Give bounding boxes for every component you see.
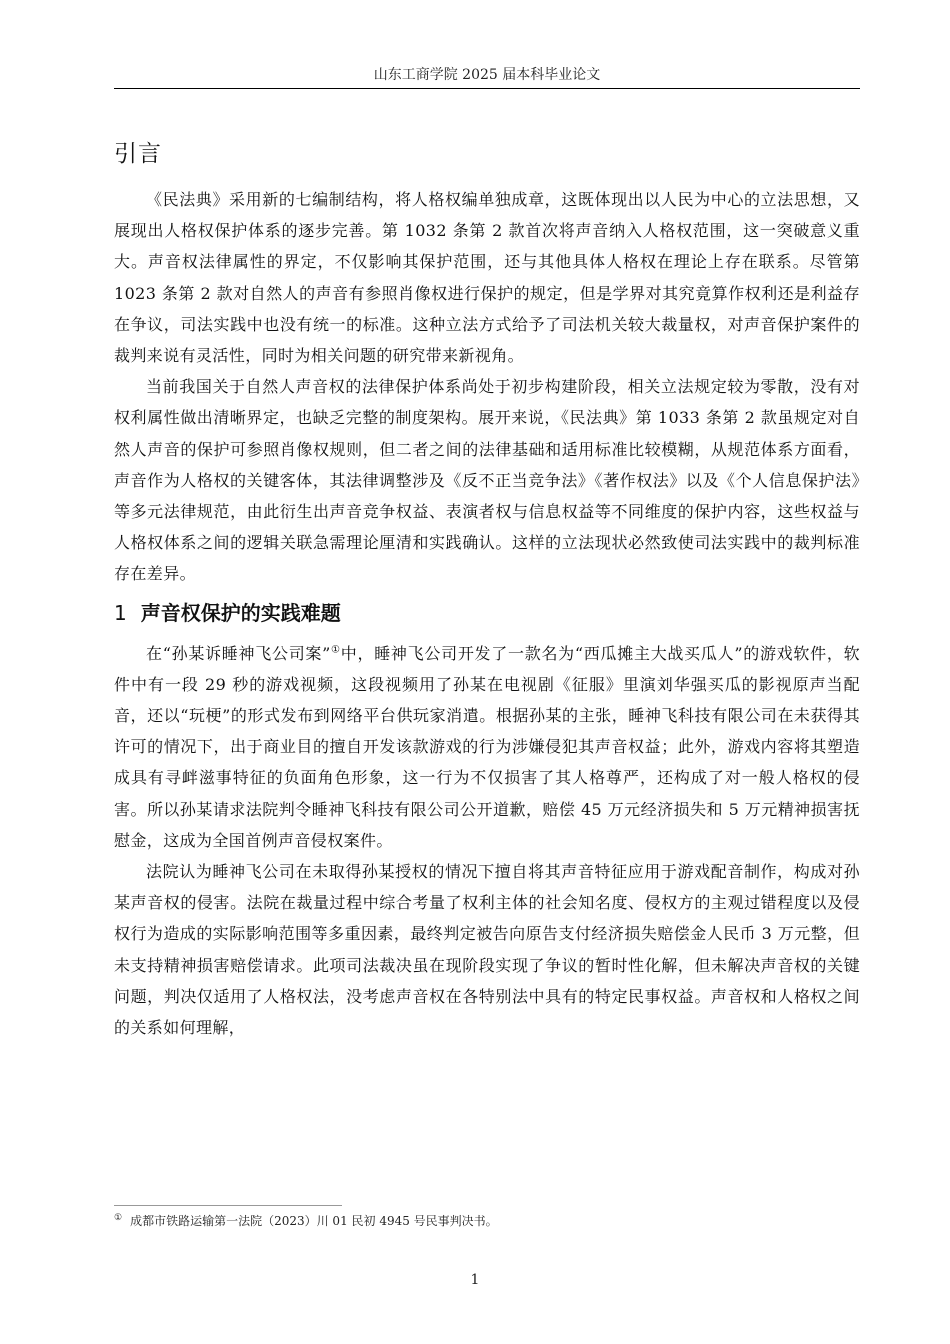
footnote-rule	[114, 1205, 342, 1206]
footnote-mark: ①	[114, 1213, 123, 1223]
page-number: 1	[470, 1272, 480, 1288]
footnote-text: 成都市铁路运输第一法院（2023）川 01 民初 4945 号民事判决书。	[130, 1214, 498, 1228]
section-1-number: 1	[114, 600, 127, 625]
header-rule	[114, 88, 860, 89]
case-description-text: 中，睡神飞公司开发了一款名为“西瓜摊主大战买瓜人”的游戏软件，软件中有一段 29 秒的游戏视频，这段视频用了孙某在电视剧《征服》里演刘华强买瓜的影视原声当配音，还以“玩梗”的形式发布到网络平台供玩家消遣。根据孙某的主张，睡神飞科技有限公司在未获得其许可的情况下，出于商业目的擅自开发该款游戏的行为涉嫌侵犯其声音权益；此外，游戏内容将其塑造成具有寻衅滋事特征的负面角色形象，这一行为不仅损害了其人格尊严，还构成了对一般人格权的侵害。所以孙某请求法院判令睡神飞科技有限公司公开道歉，赔偿 45 万元经济损失和 5 万元精神损害抚慰金，这成为全国首例声音侵权案件。	[114, 643, 860, 850]
running-header: 山东工商学院 2025 届本科毕业论文	[373, 67, 601, 83]
section-1-paragraph-2: 法院认为睡神飞公司在未取得孙某授权的情况下擅自将其声音特征应用于游戏配音制作，构成对孙某声音权的侵害。法院在裁量过程中综合考量了权利主体的社会知名度、侵权方的主观过错程度以及侵权行为造成的实际影响范围等多重因素，最终判定被告向原告支付经济损失赔偿金人民币 3 万元整，但未支持精神损害赔偿请求。此项司法裁决虽在现阶段实现了争议的暂时性化解，但未解决声音权的关键问题，判决仅适用了人格权法，没考虑声音权在各特别法中具有的特定民事权益。声音权和人格权之间的关系如何理解，	[114, 862, 860, 1038]
main-content	[114, 138, 860, 1043]
section-1-paragraph-1	[114, 638, 860, 856]
intro-paragraph-1: 《民法典》采用新的七编制结构，将人格权编单独成章，这既体现出以人民为中心的立法思想，又展现出人格权保护体系的逐步完善。第 1032 条第 2 款首次将声音纳入人格权范围，这一突破意义重大。声音权法律属性的界定，不仅影响其保护范围，还与其他具体人格权在理论上存在联系。尽管第 1023 条第 2 款对自然人的声音有参照肖像权进行保护的规定，但是学界对其究竟算作权利还是利益存在争议，司法实践中也没有统一的标准。这种立法方式给予了司法机关较大裁量权，对声音保护案件的裁判来说有灵活性，同时为相关问题的研究带来新视角。	[114, 190, 860, 366]
footnote	[114, 1212, 860, 1229]
section-1-heading	[114, 598, 860, 628]
intro-title: 引言	[114, 141, 162, 167]
section-1-title: 声音权保护的实践难题	[140, 600, 341, 625]
intro-paragraph-2: 当前我国关于自然人声音权的法律保护体系尚处于初步构建阶段，相关立法规定较为零散，没有对权利属性做出清晰界定，也缺乏完整的制度架构。展开来说，《民法典》第 1033 条第 2 款虽规定对自然人声音的保护可参照肖像权规则，但二者之间的法律基础和适用标准比较模糊，从规范体系方面看，声音作为人格权的关键客体，其法律调整涉及《反不正当竞争法》《著作权法》以及《个人信息保护法》等多元法律规范，由此衍生出声音竞争权益、表演者权与信息权益等不同维度的保护内容，这些权益与人格权体系之间的逻辑关联急需理论厘清和实践确认。这样的立法现状必然致使司法实践中的裁判标准存在差异。	[114, 377, 860, 584]
case-intro-text: 在“孙某诉睡神飞公司案”	[146, 643, 331, 663]
footnote-reference[interactable]: ①	[330, 644, 341, 656]
